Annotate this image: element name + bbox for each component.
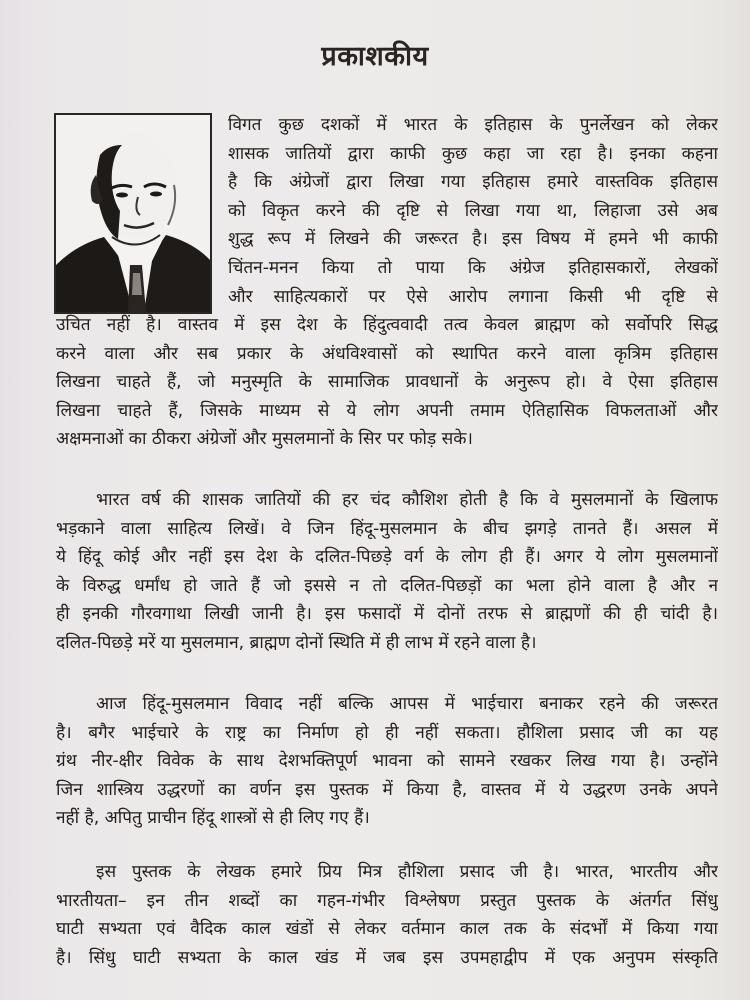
text-line: विगत कुछ दशकों में भारत के इतिहास के पुनर्लेखन को लेकर: [228, 115, 718, 135]
paragraph-3: [56, 690, 718, 833]
author-portrait: [54, 113, 212, 314]
text-line: जिन शास्त्रिय उद्धरणों का वर्णन इस पुस्तक में किया है, वास्तव में ये उद्धरण उनके अपने: [56, 779, 718, 800]
text-line: शासक जातियों द्वारा काफी कुछ कहा जा रहा है। इनका कहना: [228, 143, 718, 164]
page-title: प्रकाशकीय: [321, 41, 429, 72]
text-line: है। बगैर भाईचारे के राष्ट्र का निर्माण हो ही नहीं सकता। हौशिला प्रसाद जी का यह: [56, 722, 718, 743]
text-line: भारतीयता– इन तीन शब्दों का गहन-गंभीर विश्लेषण प्रस्तुत पुस्तक के अंतर्गत सिंधु: [56, 890, 718, 911]
paragraph-2: [56, 486, 718, 658]
portrait-image: [56, 115, 210, 312]
text-line: और साहित्यकारों पर ऐसे आरोप लगाना किसी भी दृष्टि से: [228, 286, 718, 307]
text-line: लिखना चाहते हैं, जिसके माध्यम से ये लोग अपनी तमाम ऐतिहासिक विफलताओं और: [56, 400, 718, 421]
text-line: के विरुद्ध धर्मांध हो जाते हैं जो इससे न तो दलित-पिछड़ों का भला होने वाला है और न: [56, 575, 718, 596]
text-line: ग्रंथ नीर-क्षीर विवेक के साथ देशभक्तिपूर्ण भावना को सामने रखकर लिख गया है। उन्होंने: [56, 751, 718, 772]
text-line: करने वाला और सब प्रकार के अंधविश्वासों को स्थापित करने वाला कृत्रिम इतिहास: [56, 343, 718, 364]
text-line: लिखना चाहते हैं, जो मनुस्मृति के सामाजिक प्रावधानों के अनुरूप हो। वे ऐसा इतिहास: [56, 372, 718, 393]
text-line: उचित नहीं है। वास्तव में इस देश के हिंदुत्ववादी तत्व केवल ब्राह्मण को सर्वोपरि सिद्ध: [56, 315, 718, 335]
text-line: नहीं है, अपितु प्राचीन हिंदू शास्त्रों से ही लिए गए हैं।: [56, 808, 370, 829]
paragraph-1-wrapped: [228, 111, 718, 311]
text-line: ही इनकी गौरवगाथा लिखी जानी है। इस फसादों में दोनों तरफ से ब्राह्मणों की ही चांदी है।: [56, 604, 718, 625]
text-line: चिंतन-मनन किया तो पाया कि अंग्रेज इतिहासकारों, लेखकों: [228, 257, 718, 278]
text-line: अक्षमनाओं का ठीकरा अंग्रेजों और मुसलमानों के सिर पर फोड़ सके।: [56, 429, 473, 450]
text-line: आज हिंदू-मुसलमान विवाद नहीं बल्कि आपस में भाईचारा बनाकर रहने की जरूरत: [96, 694, 718, 714]
paragraph-1-full: [56, 311, 718, 454]
text-line: है। सिंधु घाटी सभ्यता के काल खंड में जब इस उपमहाद्वीप में एक अनुपम संस्कृति: [56, 947, 718, 968]
text-line: भारत वर्ष की शासक जातियों की हर चंद कौशिश होती है कि वे मुसलमानों के खिलाफ: [96, 490, 718, 510]
text-line: दलित-पिछड़े मरें या मुसलमान, ब्राह्मण दोनों स्थिति में ही लाभ में रहने वाला है।: [56, 632, 537, 653]
text-line: शुद्ध रूप में लिखने की जरूरत है। इस विषय में हमने भी काफी: [228, 229, 718, 250]
text-line: घाटी सभ्यता एवं वैदिक काल खंडों से लेकर वर्तमान काल तक के संदर्भों में किया गया: [56, 919, 718, 940]
text-line: है कि अंग्रेजों द्वारा लिखा गया इतिहास हमारे वास्तविक इतिहास: [228, 172, 718, 193]
text-line: इस पुस्तक के लेखक हमारे प्रिय मित्र हौशिला प्रसाद जी है। भारत, भारतीय और: [96, 862, 718, 882]
text-line: ये हिंदू कोई और नहीं इस देश के दलित-पिछड़े वर्ग के लोग ही हैं। अगर ये लोग मुसलमानों: [56, 547, 718, 568]
text-line: भड़काने वाला साहित्य लिखें। वे जिन हिंदू-मुसलमान के बीच झगड़े तानते हैं। असल में: [56, 518, 718, 539]
text-line: को विकृत करने की दृष्टि से लिखा गया था, लिहाजा उसे अब: [228, 200, 718, 221]
paragraph-4: [56, 858, 718, 972]
